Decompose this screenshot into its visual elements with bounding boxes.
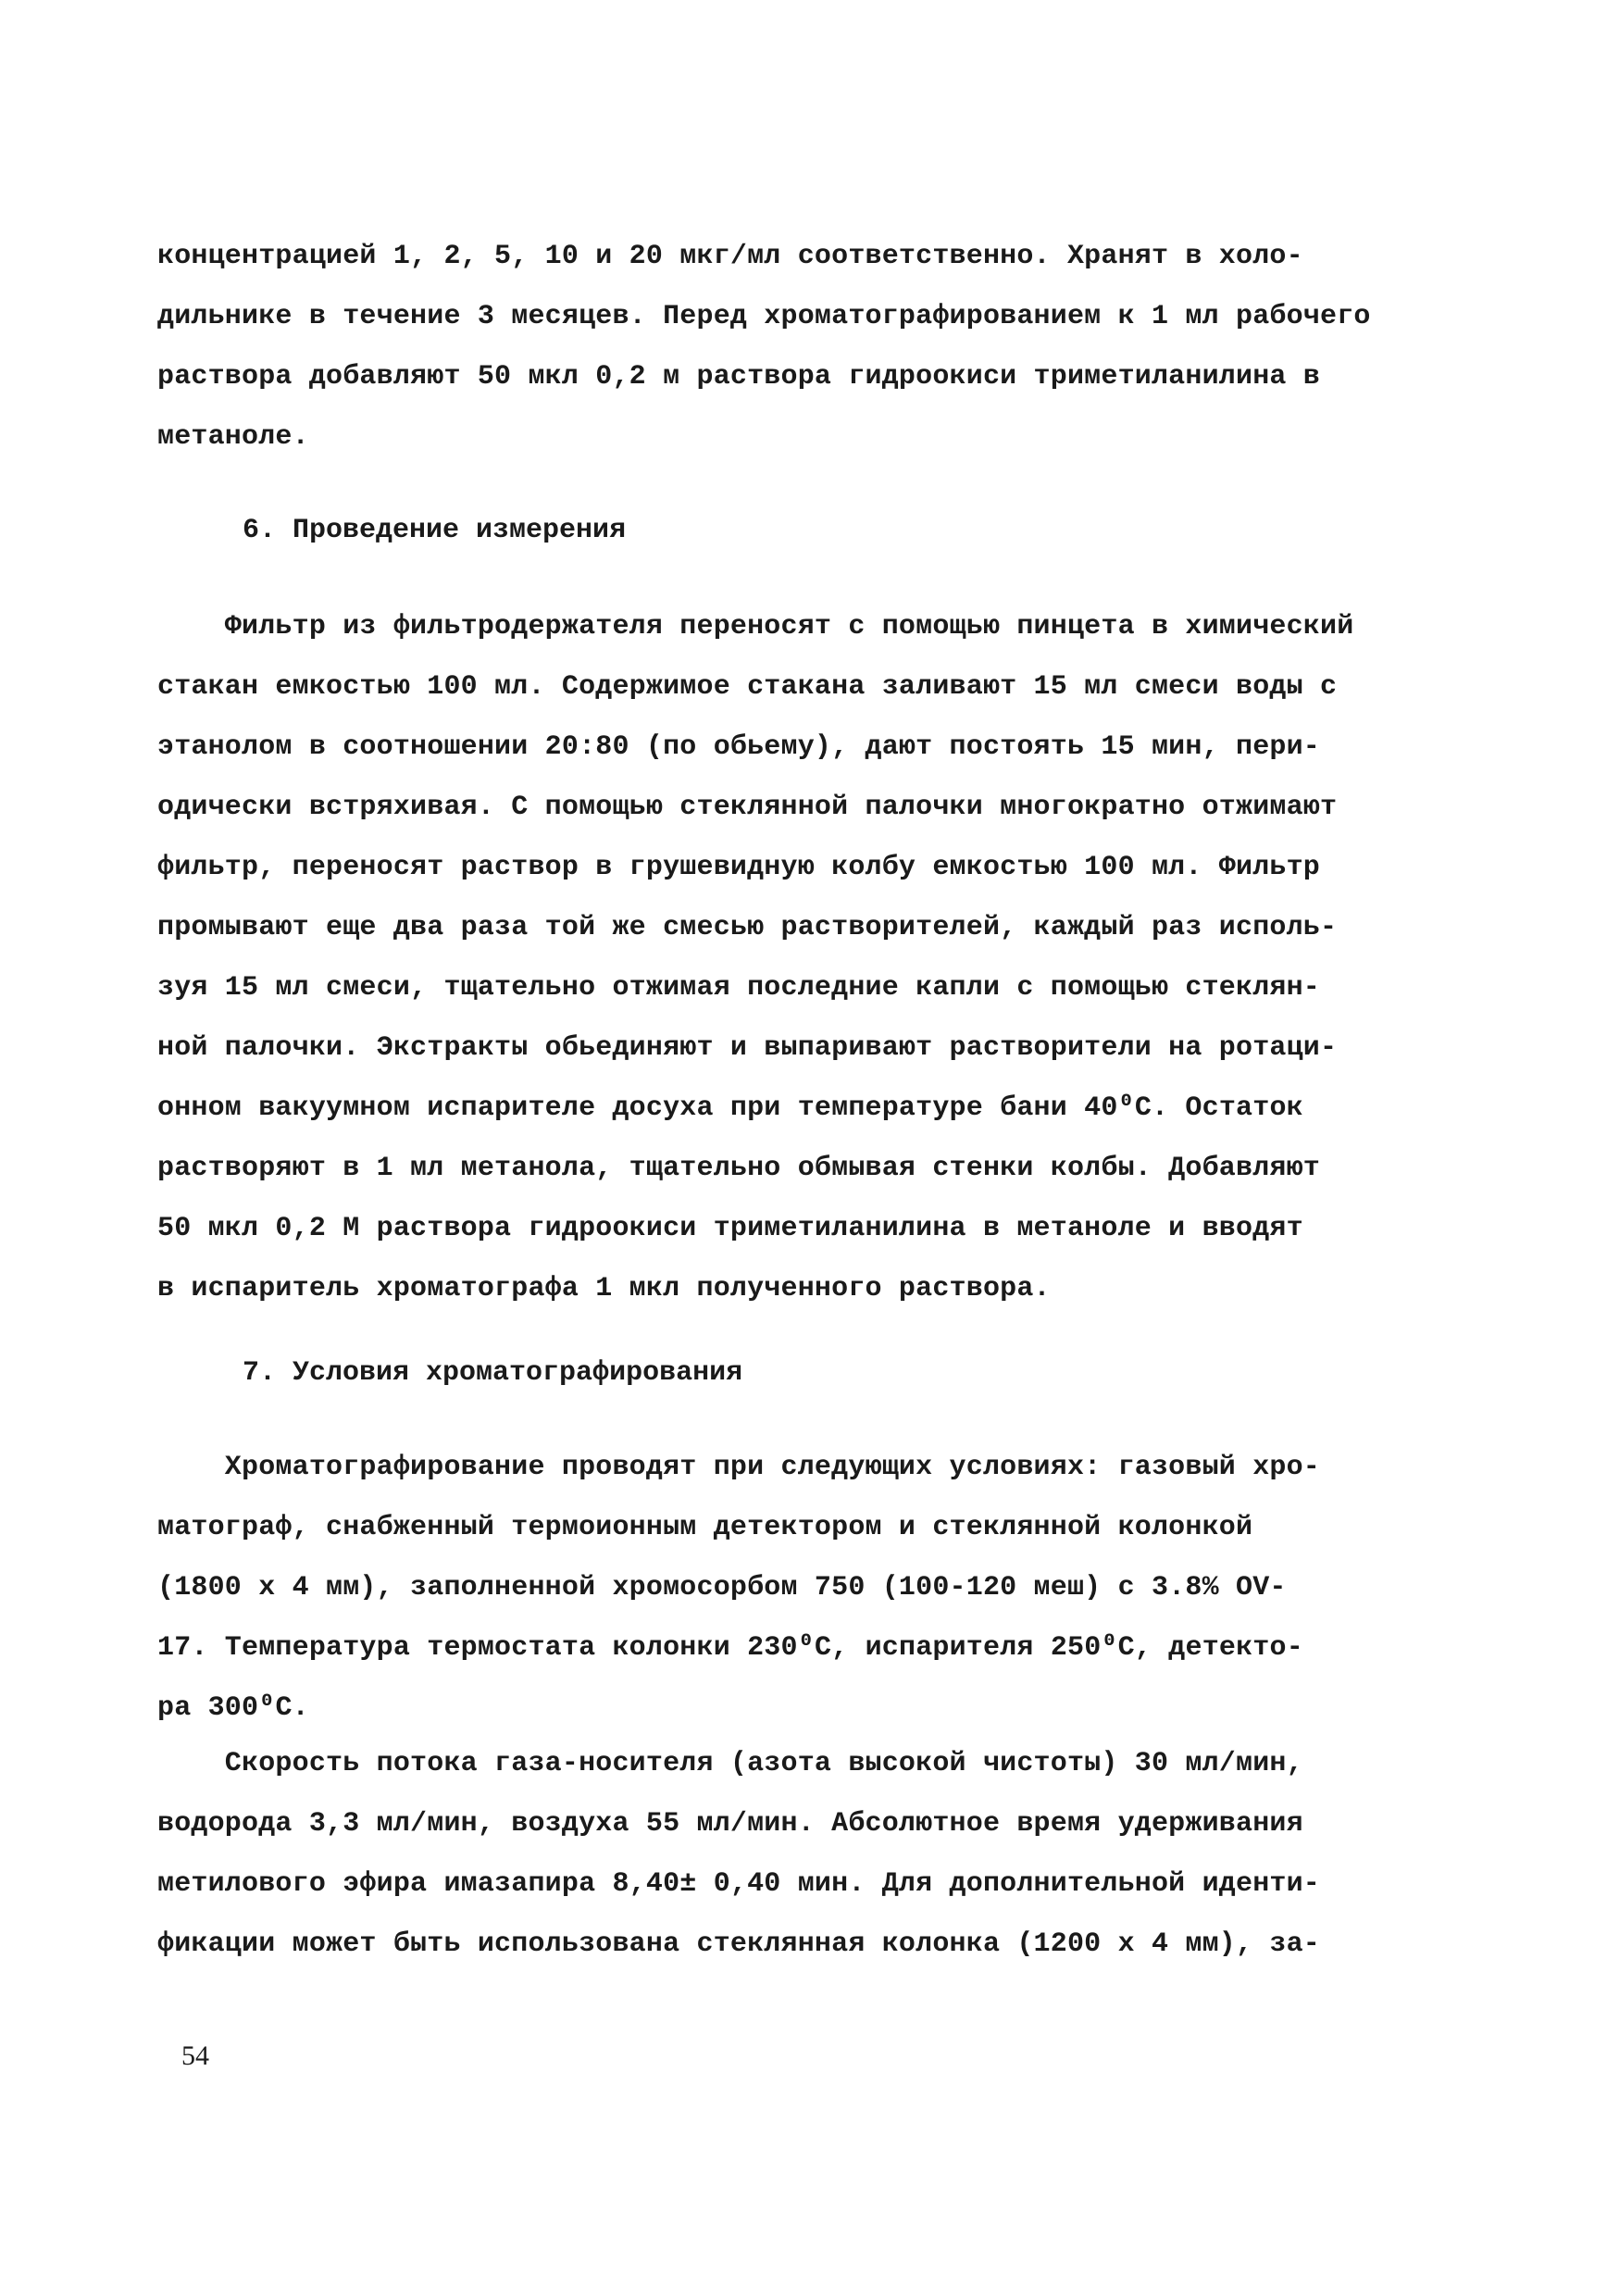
text-line: (1800 х 4 мм), заполненной хромосорбом 750 (100-120 меш) с 3.8% OV- [157, 1572, 1287, 1603]
reagent-paragraph-end [157, 227, 1453, 468]
text-line: 50 мкл 0,2 М раствора гидроокиси триметиланилина в метаноле и вводят [157, 1213, 1303, 1244]
text-line: матограф, снабженный термоионным детектором и стеклянной колонкой [157, 1512, 1253, 1543]
page-number: 54 [181, 2040, 209, 2071]
text-line: промывают еще два раза той же смесью растворителей, каждый раз исполь- [157, 912, 1338, 943]
text-line: одически встряхивая. С помощью стеклянной палочки многократно отжимают [157, 792, 1338, 823]
text-line: ной палочки. Экстракты обьединяют и выпаривают растворители на ротаци- [157, 1032, 1338, 1064]
text-line: метилового эфира имазапира 8,40± 0,40 мин. Для дополнительной иденти- [157, 1868, 1321, 1900]
text-line: растворяют в 1 мл метанола, тщательно обмывая стенки колбы. Добавляют [157, 1153, 1321, 1184]
section-6-heading: 6. Проведение измерения [243, 515, 627, 546]
text-line: стакан емкостью 100 мл. Содержимое стакана заливают 15 мл смеси воды с [157, 671, 1338, 703]
text-line: Фильтр из фильтродержателя переносят с помощью пинцета в химический [157, 611, 1354, 643]
text-line: онном вакуумном испарителе досуха при температуре бани 40⁰С. Остаток [157, 1092, 1303, 1124]
section-7-paragraph-1 [157, 1438, 1453, 1739]
section-7-paragraph-2 [157, 1734, 1453, 1975]
text-line: ра 300⁰С. [157, 1692, 309, 1724]
text-line: Хроматографирование проводят при следующих условиях: газовый хро- [157, 1452, 1321, 1483]
text-line: фикации может быть использована стеклянная колонка (1200 х 4 мм), за- [157, 1928, 1321, 1960]
section-6-paragraph [157, 597, 1453, 1319]
text-line: метаноле. [157, 421, 309, 453]
text-line: Скорость потока газа-носителя (азота высокой чистоты) 30 мл/мин, [157, 1748, 1303, 1779]
text-line: зуя 15 мл смеси, тщательно отжимая последние капли с помощью стеклян- [157, 972, 1321, 1004]
text-line: дильнике в течение 3 месяцев. Перед хроматографированием к 1 мл рабочего [157, 301, 1371, 332]
text-line: водорода 3,3 мл/мин, воздуха 55 мл/мин. Абсолютное время удерживания [157, 1808, 1303, 1840]
text-line: фильтр, переносят раствор в грушевидную колбу емкостью 100 мл. Фильтр [157, 852, 1321, 883]
text-line: концентрацией 1, 2, 5, 10 и 20 мкг/мл соответственно. Хранят в холо- [157, 241, 1303, 272]
text-line: этанолом в соотношении 20:80 (по обьему), дают постоять 15 мин, пери- [157, 731, 1321, 763]
text-line: 17. Температура термостата колонки 230⁰С, испарителя 250⁰С, детекто- [157, 1632, 1303, 1664]
text-line: раствора добавляют 50 мкл 0,2 м раствора гидроокиси триметиланилина в [157, 361, 1321, 393]
section-7-heading: 7. Условия хроматографирования [243, 1357, 743, 1389]
text-line: в испаритель хроматографа 1 мкл полученного раствора. [157, 1273, 1051, 1304]
